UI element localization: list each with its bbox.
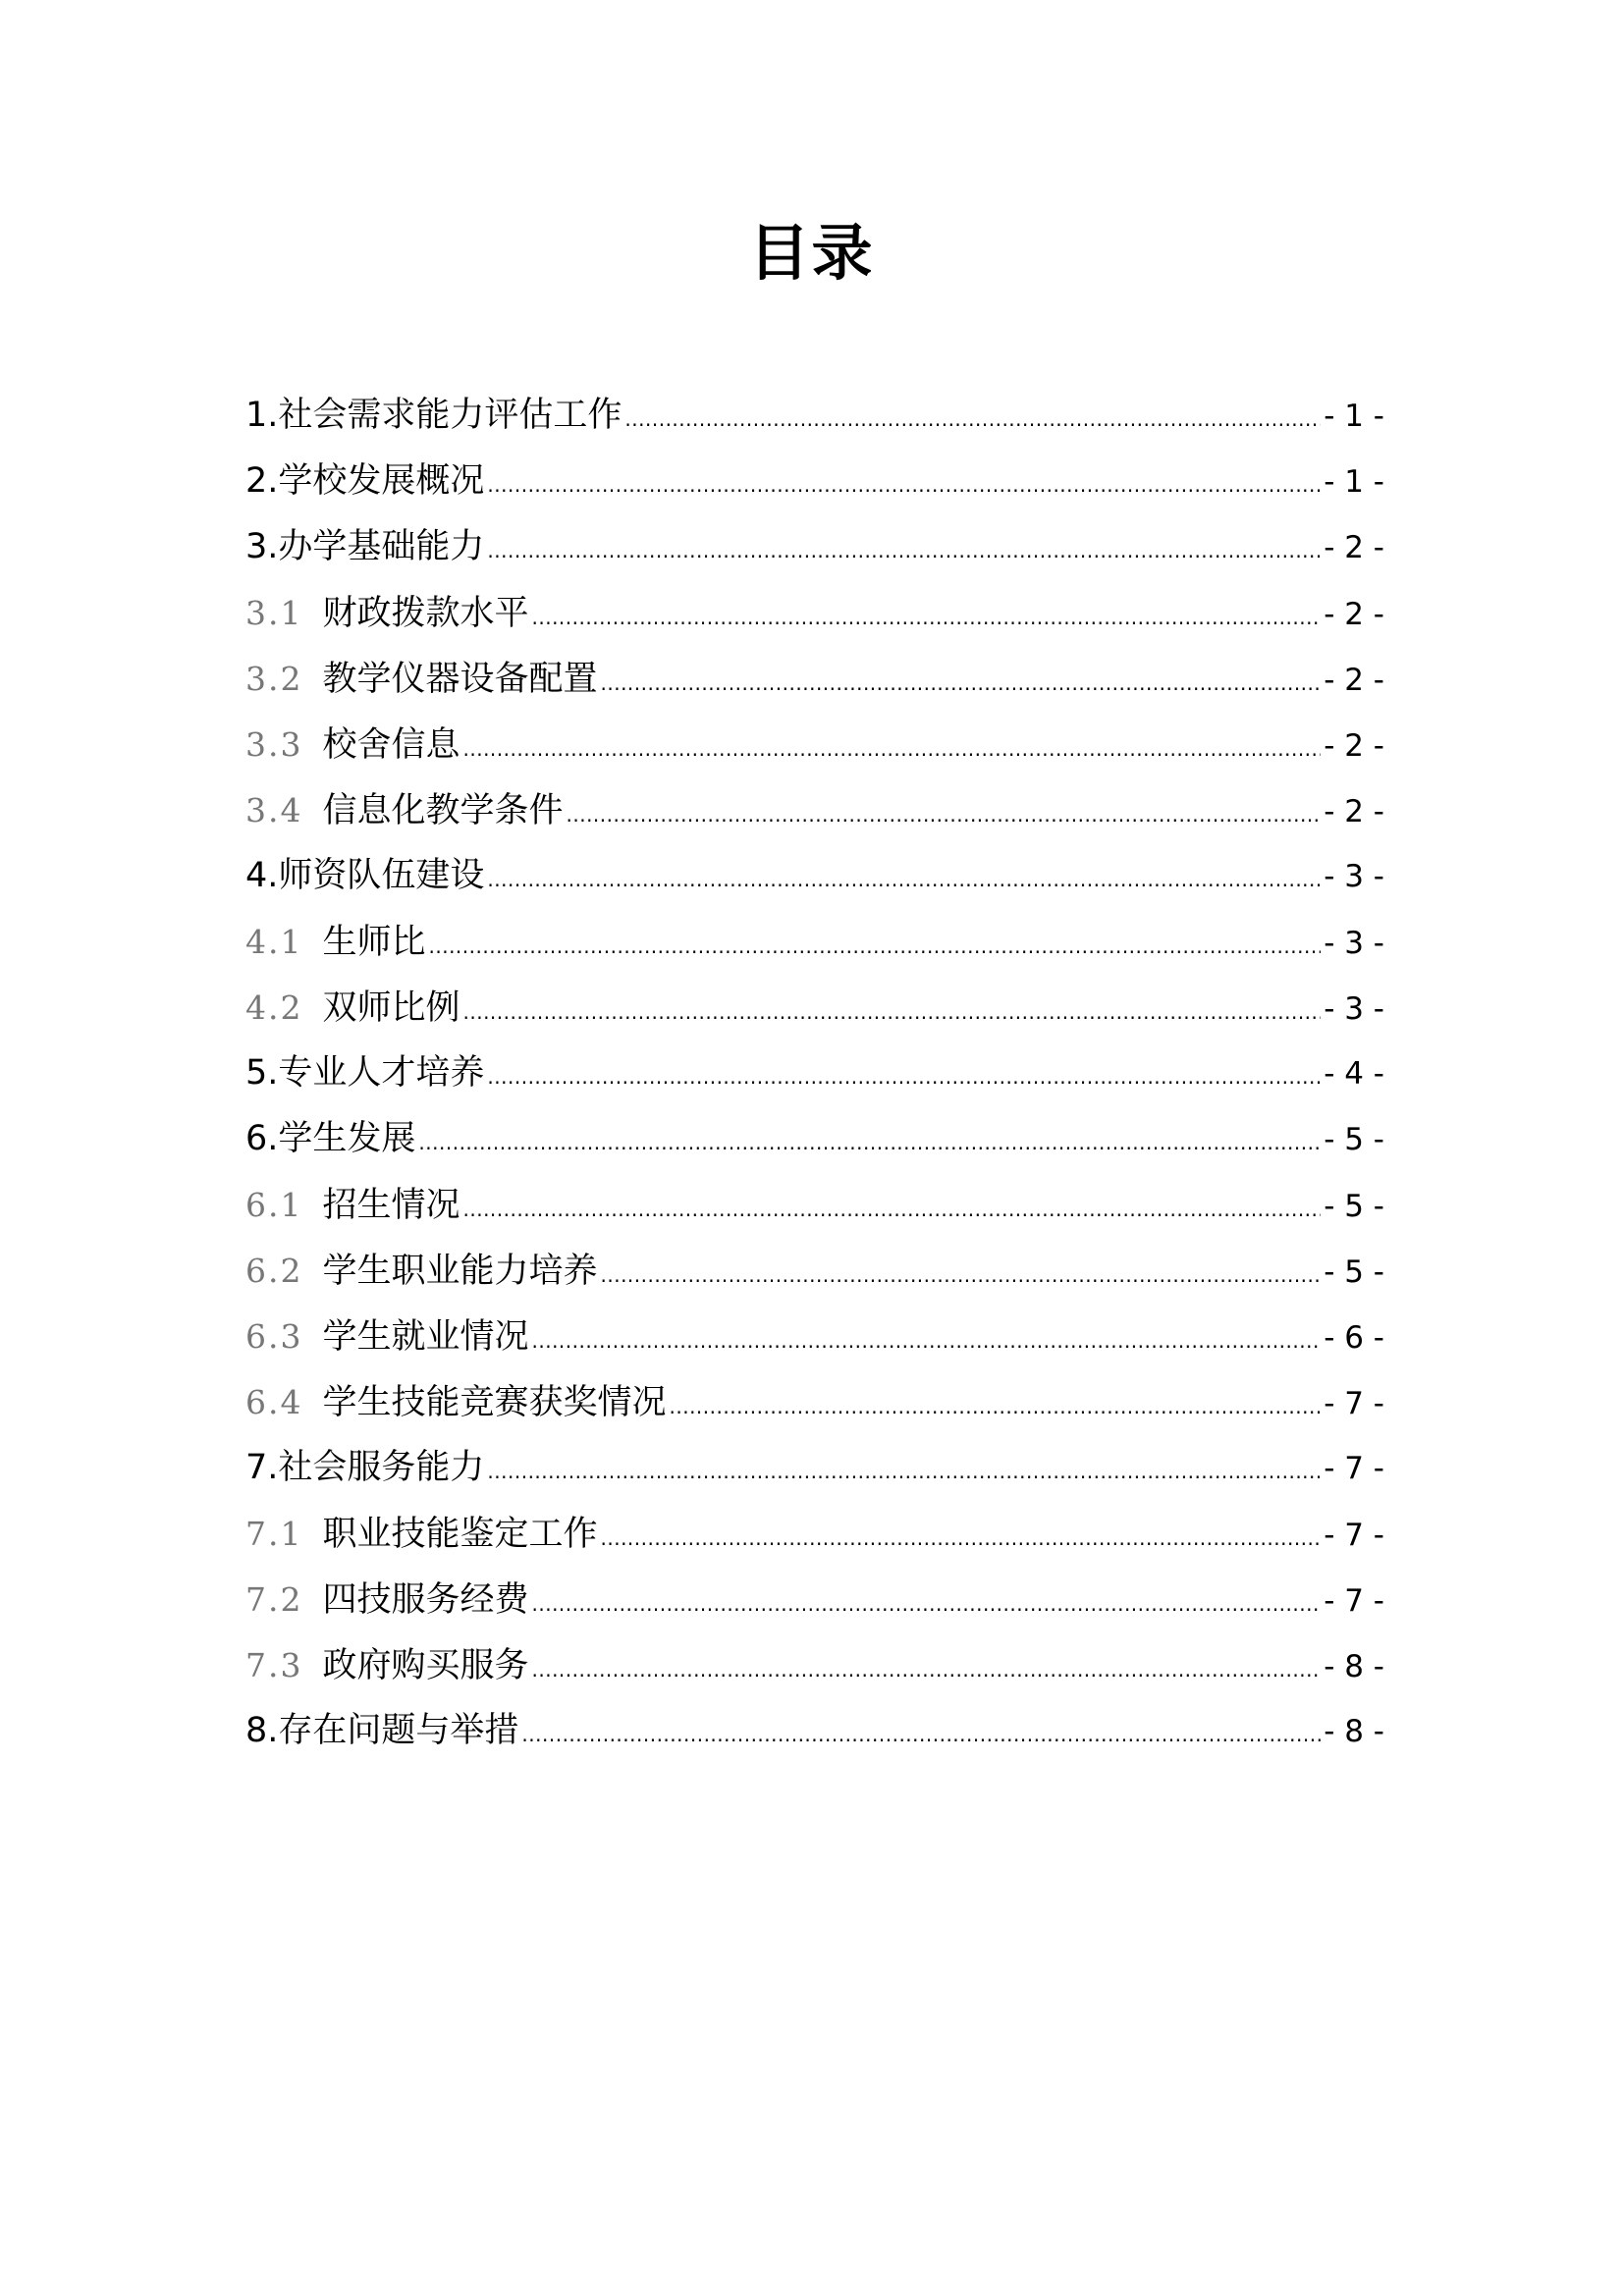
- toc-dot-leader: [532, 1637, 1322, 1703]
- toc-entry-number: 6.4: [245, 1383, 303, 1421]
- toc-entry-number: 4.2: [245, 988, 303, 1027]
- toc-entry-number: 7.3: [245, 1646, 303, 1684]
- toc-entry-page: - 3 -: [1324, 926, 1384, 961]
- toc-dot-leader: [670, 1374, 1322, 1440]
- toc-entry-page: - 1 -: [1324, 464, 1384, 500]
- toc-entry-title: 社会需求能力评估工作: [278, 396, 622, 435]
- toc-title: 目录: [748, 217, 875, 289]
- toc-subentry[interactable]: [245, 1567, 1384, 1632]
- toc-entry-number: 3.1: [245, 594, 303, 632]
- toc-entry-title: 社会服务能力: [278, 1448, 485, 1487]
- toc-entry-number: 5.: [245, 1053, 279, 1093]
- toc-entry-page: - 7 -: [1324, 1386, 1384, 1421]
- toc-dot-leader: [429, 914, 1322, 980]
- toc-subentry[interactable]: [245, 1238, 1384, 1304]
- toc-dot-leader: [601, 1243, 1322, 1308]
- toc-dot-leader: [418, 1110, 1321, 1176]
- toc-dot-leader: [532, 585, 1322, 651]
- toc-entry-title: 四技服务经费: [322, 1580, 529, 1620]
- toc-entry-title: 学生技能竞赛获奖情况: [322, 1383, 667, 1422]
- toc-entry-number: 4.1: [245, 923, 303, 961]
- toc-subentry[interactable]: [245, 1369, 1384, 1435]
- toc-entry-title: 教学仪器设备配置: [322, 660, 598, 699]
- toc-entry-number: 2.: [245, 461, 279, 501]
- toc-subentry[interactable]: [245, 1501, 1384, 1567]
- toc-entry[interactable]: [245, 1698, 1384, 1764]
- toc-entry[interactable]: [245, 843, 1384, 909]
- toc-entry-number: 1.: [245, 396, 279, 435]
- toc-entry-number: 3.: [245, 527, 279, 566]
- toc-subentry[interactable]: [245, 975, 1384, 1041]
- toc-entry-number: 7.2: [245, 1580, 303, 1619]
- toc-entry-page: - 2 -: [1324, 794, 1384, 829]
- toc-entry[interactable]: [245, 383, 1384, 449]
- toc-entry-title: 财政拨款水平: [322, 594, 529, 633]
- toc-subentry[interactable]: [245, 580, 1384, 646]
- toc-entry-title: 双师比例: [322, 988, 460, 1028]
- toc-entry-page: - 7 -: [1324, 1518, 1384, 1553]
- toc-entry-page: - 7 -: [1324, 1451, 1384, 1486]
- toc-subentry[interactable]: [245, 712, 1384, 777]
- toc-dot-leader: [567, 782, 1322, 848]
- toc-entry-page: - 2 -: [1324, 663, 1384, 698]
- toc-entry-title: 存在问题与举措: [278, 1711, 519, 1750]
- toc-entry-title: 生师比: [322, 923, 426, 962]
- toc-dot-leader: [521, 1702, 1321, 1768]
- toc-entry-number: 6.3: [245, 1317, 303, 1356]
- toc-dot-leader: [463, 1177, 1322, 1243]
- toc-entry-title: 招生情况: [322, 1186, 460, 1225]
- toc-entry[interactable]: [245, 514, 1384, 580]
- toc-entry-number: 6.1: [245, 1186, 303, 1224]
- toc-entry-title: 学生职业能力培养: [322, 1252, 598, 1291]
- toc-entry-number: 7.: [245, 1448, 279, 1487]
- toc-entry-page: - 5 -: [1324, 1122, 1384, 1157]
- toc-entry-number: 3.3: [245, 725, 303, 764]
- toc-entry-page: - 2 -: [1324, 597, 1384, 632]
- toc-subentry[interactable]: [245, 777, 1384, 843]
- toc-entry-page: - 3 -: [1324, 859, 1384, 894]
- toc-entry-title: 学生发展: [278, 1119, 416, 1158]
- toc-entry-number: 6.: [245, 1119, 279, 1158]
- toc-dot-leader: [463, 980, 1322, 1045]
- toc-entry-page: - 5 -: [1324, 1189, 1384, 1224]
- toc-dot-leader: [532, 1308, 1322, 1374]
- toc-entry-page: - 8 -: [1324, 1714, 1384, 1749]
- toc-entry[interactable]: [245, 1041, 1384, 1106]
- toc-dot-leader: [487, 847, 1321, 913]
- toc-entry-number: 8.: [245, 1711, 279, 1750]
- toc-entry-page: - 2 -: [1324, 728, 1384, 764]
- toc-entry-number: 3.4: [245, 791, 303, 829]
- toc-entry-page: - 5 -: [1324, 1255, 1384, 1290]
- toc-entry-number: 3.2: [245, 660, 303, 698]
- toc-entry-number: 4.: [245, 856, 279, 895]
- toc-entry-number: 6.2: [245, 1252, 303, 1290]
- toc-entry-title: 学生就业情况: [322, 1317, 529, 1357]
- toc-entry-title: 校舍信息: [322, 725, 460, 765]
- toc-entry-number: 7.1: [245, 1515, 303, 1553]
- toc-entry-page: - 1 -: [1324, 399, 1384, 434]
- toc-dot-leader: [487, 453, 1321, 518]
- toc-entry-title: 信息化教学条件: [322, 791, 564, 830]
- toc-subentry[interactable]: [245, 646, 1384, 712]
- toc-entry-page: - 4 -: [1324, 1056, 1384, 1092]
- toc-entry-title: 学校发展概况: [278, 461, 485, 501]
- toc-dot-leader: [624, 387, 1321, 453]
- toc-entry-title: 职业技能鉴定工作: [322, 1515, 598, 1554]
- toc-entry-page: - 3 -: [1324, 991, 1384, 1027]
- toc-entry-page: - 7 -: [1324, 1583, 1384, 1619]
- toc-entry-title: 办学基础能力: [278, 527, 485, 566]
- toc-dot-leader: [463, 717, 1322, 782]
- toc-entry-title: 专业人才培养: [278, 1053, 485, 1093]
- toc-subentry[interactable]: [245, 1304, 1384, 1369]
- toc-entry[interactable]: [245, 1106, 1384, 1172]
- toc-dot-leader: [601, 1506, 1322, 1572]
- toc-entry-page: - 8 -: [1324, 1649, 1384, 1684]
- toc-list: [245, 383, 1384, 1764]
- toc-subentry[interactable]: [245, 1632, 1384, 1698]
- toc-entry-title: 政府购买服务: [322, 1646, 529, 1685]
- toc-dot-leader: [487, 518, 1321, 584]
- toc-entry-title: 师资队伍建设: [278, 856, 485, 895]
- toc-entry[interactable]: [245, 449, 1384, 514]
- toc-dot-leader: [601, 651, 1322, 717]
- toc-entry-page: - 2 -: [1324, 530, 1384, 565]
- toc-entry-page: - 6 -: [1324, 1320, 1384, 1356]
- toc-dot-leader: [532, 1572, 1322, 1637]
- toc-entry[interactable]: [245, 1435, 1384, 1501]
- toc-dot-leader: [487, 1439, 1321, 1505]
- toc-subentry[interactable]: [245, 909, 1384, 975]
- toc-dot-leader: [487, 1044, 1321, 1110]
- toc-subentry[interactable]: [245, 1172, 1384, 1238]
